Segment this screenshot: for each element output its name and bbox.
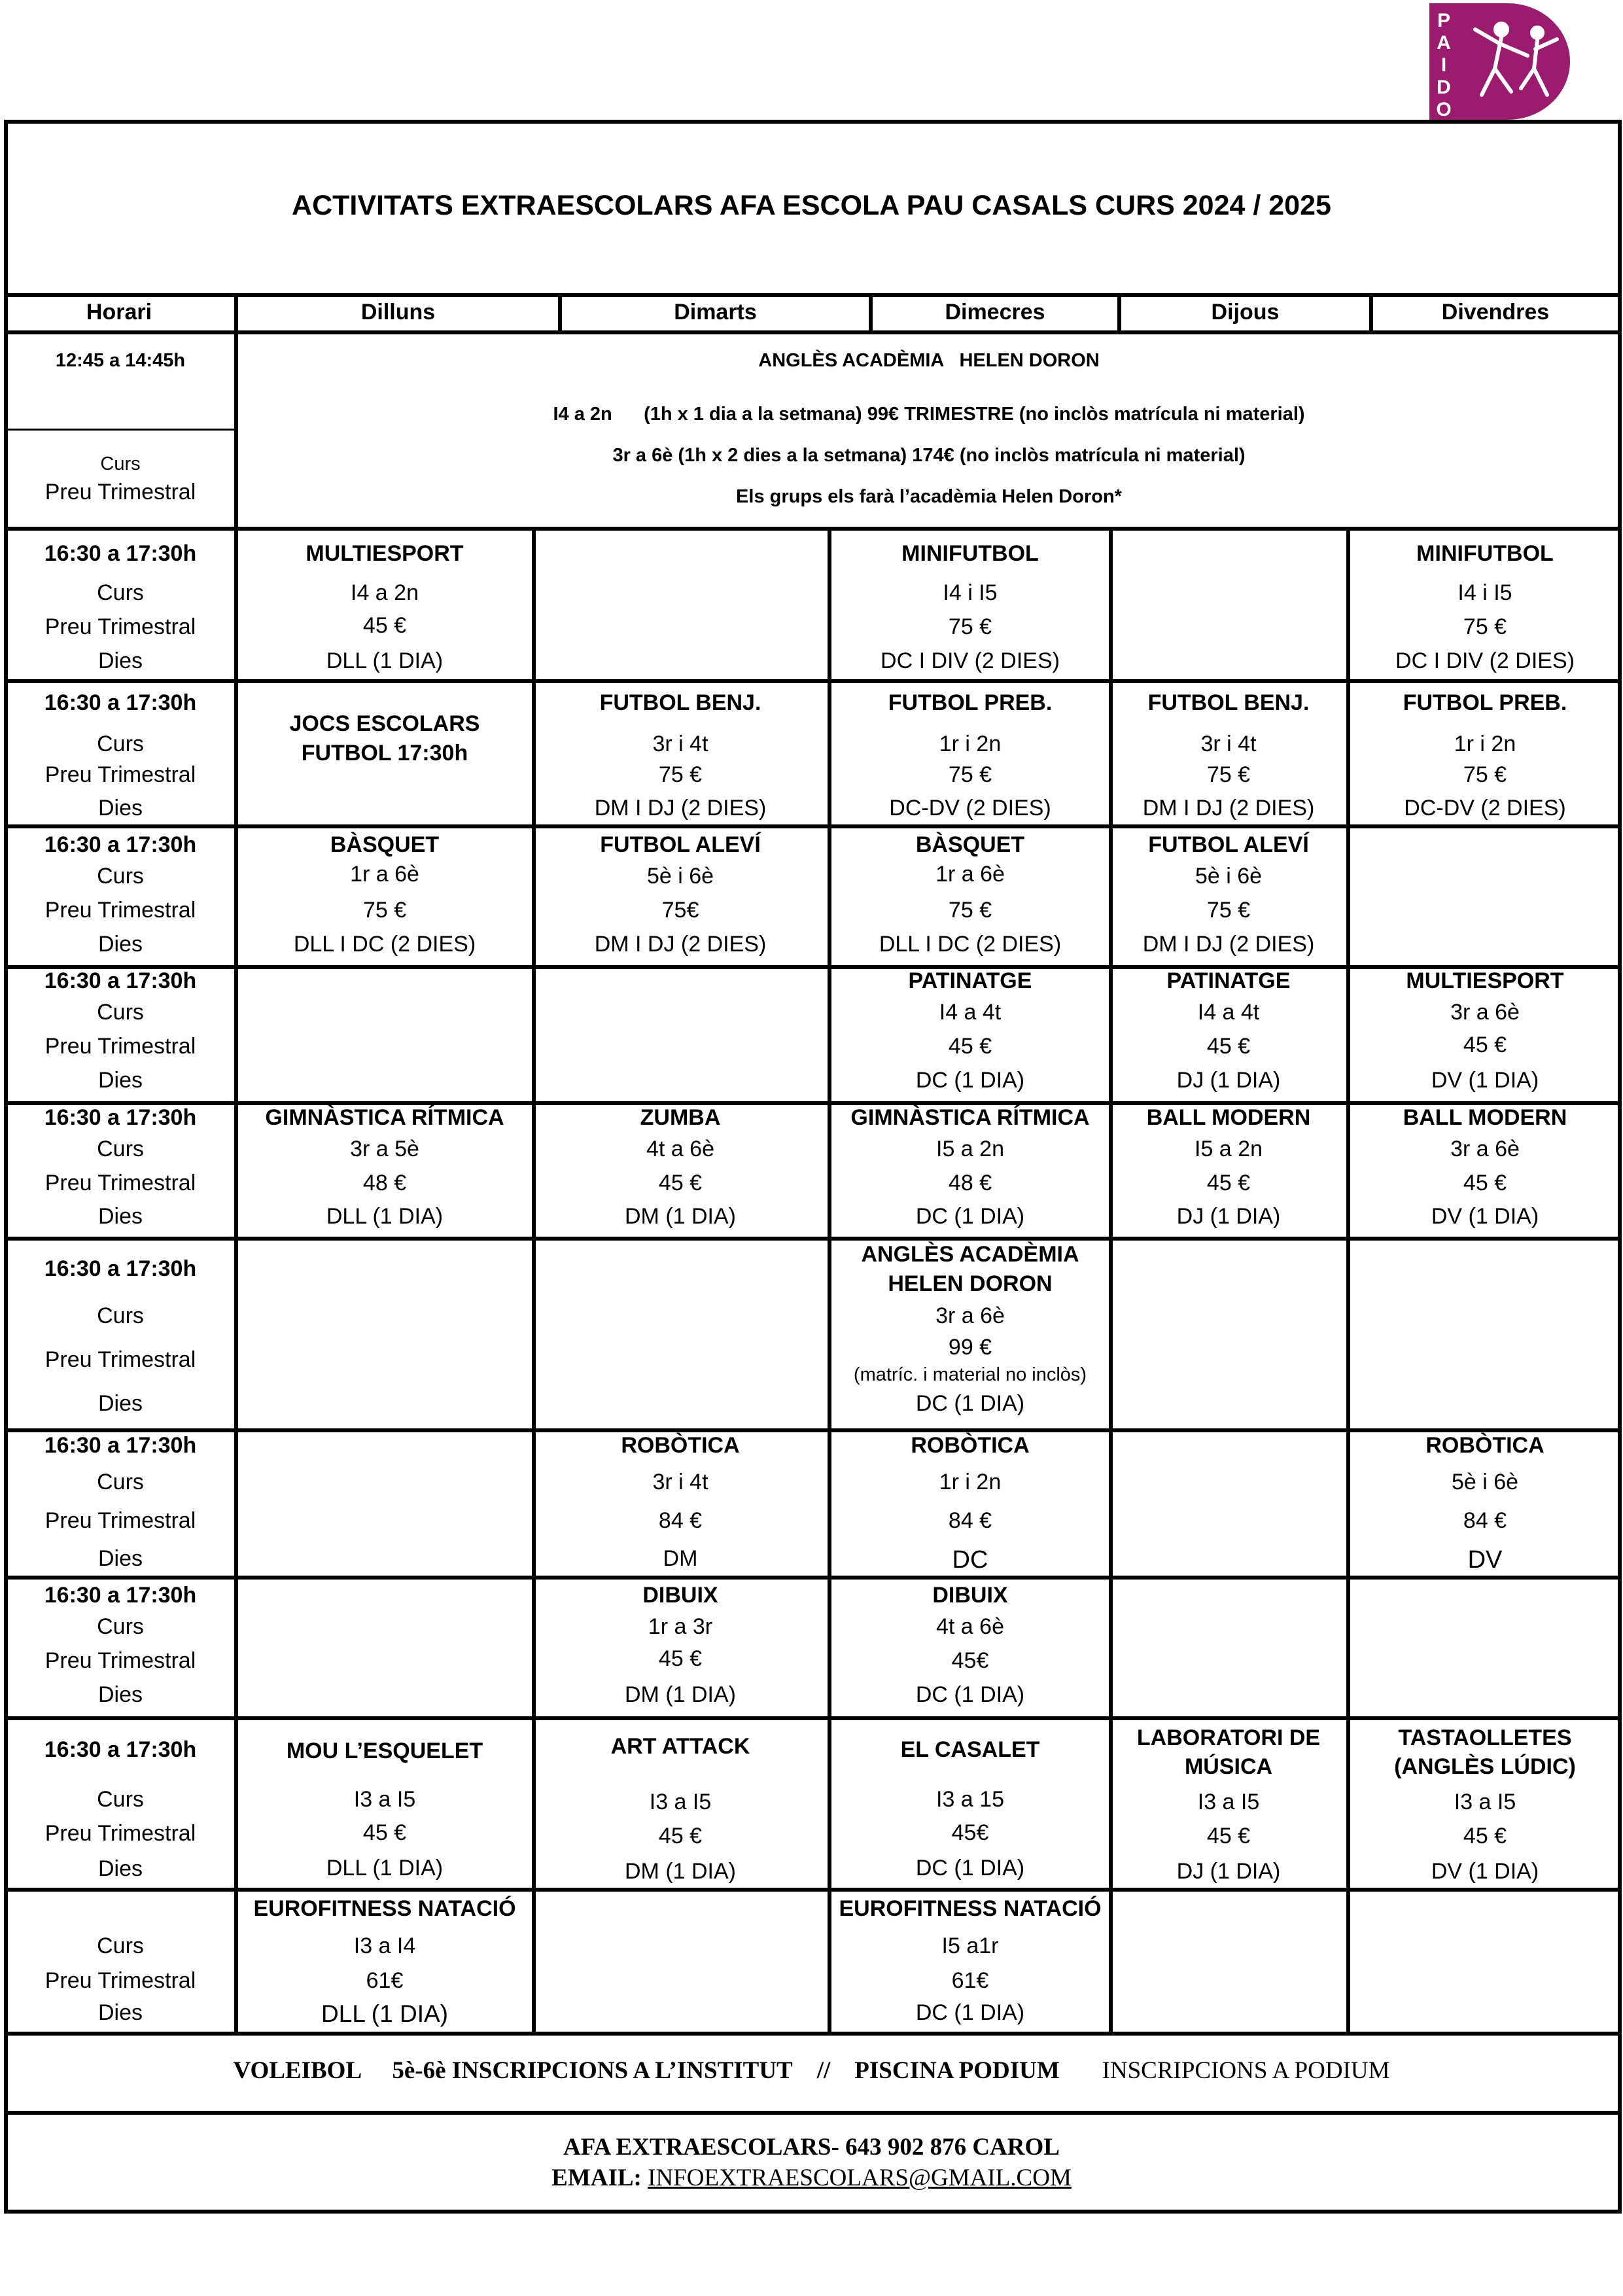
activity-dies: DV (1 DIA) <box>1431 1859 1539 1884</box>
activity-name: ROBÒTICA <box>911 1433 1030 1458</box>
footer-institut: 5è-6è INSCRIPCIONS A L’INSTITUT <box>392 2057 793 2084</box>
activity-curs: I4 i I5 <box>943 580 998 605</box>
activity-name-line1: ANGLÈS ACADÈMIA <box>861 1242 1079 1267</box>
activity-preu: 75 € <box>948 614 992 639</box>
activity-curs: 5è i 6è <box>1195 864 1263 889</box>
activity-curs: I4 a 2n <box>351 580 419 605</box>
activity-curs: 5è i 6è <box>1451 1470 1519 1494</box>
activity-curs: 3r i 4t <box>652 1470 708 1494</box>
footer-piscina: PISCINA PODIUM <box>854 2057 1060 2084</box>
activity-curs: I5 a1r <box>941 1934 999 1958</box>
activity-preu: 75 € <box>1463 762 1507 787</box>
row6-curs-label: Curs <box>97 1303 144 1328</box>
activity-name: BALL MODERN <box>1403 1105 1567 1130</box>
grid-line <box>4 293 1622 297</box>
activity-preu: 61€ <box>951 1968 989 1993</box>
grid-line <box>4 965 1622 969</box>
activity-name: FUTBOL BENJ. <box>1147 690 1310 715</box>
row9-dies-label: Dies <box>97 1856 143 1881</box>
row4-preu-label: Preu Trimestral <box>44 1034 196 1059</box>
activity-curs: I4 a 4t <box>1197 1000 1260 1025</box>
row1-curs-label: Curs <box>97 580 144 605</box>
footer-email-link[interactable]: INFOEXTRAESCOLARS@GMAIL.COM <box>648 2164 1072 2191</box>
activity-curs: 1r i 2n <box>939 732 1002 756</box>
svg-text:P: P <box>1437 10 1451 31</box>
activity-name: ROBÒTICA <box>1425 1433 1544 1458</box>
grid-line <box>4 2111 1622 2115</box>
activity-name: BÀSQUET <box>915 832 1025 857</box>
activity-name: MINIFUTBOL <box>1416 541 1554 566</box>
activity-name-line1: TASTAOLLETES <box>1398 1725 1572 1750</box>
activity-curs: I4 i I5 <box>1457 580 1512 605</box>
activity-curs: I5 a 2n <box>1195 1137 1263 1161</box>
activity-dies: DC I DIV (2 DIES) <box>881 648 1060 673</box>
activity-dies: DM (1 DIA) <box>625 1204 736 1229</box>
activity-dies: DM <box>663 1546 698 1571</box>
noon-line-2: 3r a 6è (1h x 2 dies a la setmana) 174€ (no inclòs matrícula ni material) <box>612 445 1246 466</box>
activity-dies: DC (1 DIA) <box>915 1068 1025 1093</box>
header-dimecres: Dimecres <box>945 300 1045 325</box>
grid-line <box>1346 527 1350 2032</box>
row2-curs-label: Curs <box>97 732 144 756</box>
activity-preu: 75 € <box>362 898 407 923</box>
grid-line <box>1109 527 1113 2032</box>
activity-name: DIBUIX <box>932 1583 1008 1608</box>
activity-preu: 75 € <box>1206 762 1251 787</box>
activity-name: MULTIESPORT <box>305 541 464 566</box>
footer-voleibol: VOLEIBOL <box>233 2057 362 2084</box>
row9-curs-label: Curs <box>97 1787 144 1812</box>
activity-name: MOU L’ESQUELET <box>286 1739 483 1763</box>
grid-line <box>4 1716 1622 1720</box>
activity-name: FUTBOL ALEVÍ <box>1148 832 1309 857</box>
activity-preu: 45 € <box>362 613 407 638</box>
activity-dies: DLL (1 DIA) <box>321 2000 448 2027</box>
activity-name-line2: FUTBOL 17:30h <box>301 741 468 766</box>
activity-name: PATINATGE <box>908 968 1032 993</box>
row2-preu-label: Preu Trimestral <box>44 762 196 787</box>
row5-preu-label: Preu Trimestral <box>44 1171 196 1195</box>
row4-dies-label: Dies <box>97 1068 143 1093</box>
activity-preu: 45 € <box>658 1171 703 1195</box>
activity-preu: 45 € <box>658 1824 703 1848</box>
row6-preu-label: Preu Trimestral <box>44 1347 196 1372</box>
noon-preu-label: Preu Trimestral <box>44 480 196 504</box>
activity-dies: DC (1 DIA) <box>915 1204 1025 1229</box>
activity-preu: 45€ <box>951 1820 989 1845</box>
svg-text:I: I <box>1440 54 1447 76</box>
header-divendres: Divendres <box>1441 300 1550 325</box>
activity-preu: 75€ <box>661 898 699 923</box>
row10-curs-label: Curs <box>97 1934 144 1958</box>
activity-preu: 75 € <box>1463 614 1507 639</box>
activity-preu: 45 € <box>1463 1824 1507 1848</box>
row2-time: 16:30 a 17:30h <box>44 690 197 715</box>
activity-curs: 3r a 6è <box>1450 1000 1520 1025</box>
row6-dies-label: Dies <box>97 1391 143 1416</box>
activity-preu: 45 € <box>1463 1033 1507 1057</box>
activity-name: EL CASALET <box>900 1737 1040 1762</box>
activity-name: EUROFITNESS NATACIÓ <box>839 1896 1102 1921</box>
row1-preu-label: Preu Trimestral <box>44 614 196 639</box>
footer-notes <box>0 2057 1623 2085</box>
activity-dies: DC-DV (2 DIES) <box>1404 796 1566 821</box>
row7-preu-label: Preu Trimestral <box>44 1508 196 1533</box>
activity-name-line2: MÚSICA <box>1184 1754 1273 1779</box>
row4-curs-label: Curs <box>97 1000 144 1025</box>
activity-name: FUTBOL BENJ. <box>599 690 761 715</box>
activity-preu: 45 € <box>1463 1171 1507 1195</box>
row9-time: 16:30 a 17:30h <box>44 1737 197 1762</box>
activity-name: EUROFITNESS NATACIÓ <box>253 1896 516 1921</box>
activity-preu: 75 € <box>948 898 992 923</box>
activity-preu: 84 € <box>658 1508 703 1533</box>
activity-curs: I5 a 2n <box>936 1137 1004 1161</box>
activity-preu: 84 € <box>948 1508 992 1533</box>
activity-curs: I3 a I5 <box>649 1790 712 1814</box>
activity-preu: 45 € <box>362 1820 407 1845</box>
activity-name: MULTIESPORT <box>1406 968 1564 993</box>
noon-curs-label: Curs <box>100 453 141 474</box>
activity-curs: I3 a 15 <box>936 1787 1004 1812</box>
grid-line <box>4 2032 1622 2036</box>
activity-dies: DJ (1 DIA) <box>1176 1068 1281 1093</box>
row10-preu-label: Preu Trimestral <box>44 1968 196 1993</box>
activity-dies: DC (1 DIA) <box>915 2000 1025 2025</box>
activity-dies: DC-DV (2 DIES) <box>889 796 1051 821</box>
footer-separator: // <box>816 2057 831 2084</box>
activity-dies: DLL I DC (2 DIES) <box>293 932 476 957</box>
page-title: ACTIVITATS EXTRAESCOLARS AFA ESCOLA PAU CASALS CURS 2024 / 2025 <box>292 190 1331 221</box>
row6-time: 16:30 a 17:30h <box>44 1256 197 1281</box>
row3-preu-label: Preu Trimestral <box>44 898 196 923</box>
activity-preu: 45 € <box>1206 1824 1251 1848</box>
activity-curs: 1r a 6è <box>935 862 1005 887</box>
activity-dies: DM I DJ (2 DIES) <box>594 932 767 957</box>
activity-curs: 4t a 6è <box>936 1614 1004 1639</box>
activity-curs: 5è i 6è <box>646 864 714 889</box>
grid-line <box>4 1888 1622 1892</box>
activity-name-line1: JOCS ESCOLARS <box>289 711 480 736</box>
activity-dies: DLL I DC (2 DIES) <box>879 932 1062 957</box>
row8-curs-label: Curs <box>97 1614 144 1639</box>
activity-dies: DM I DJ (2 DIES) <box>1142 932 1315 957</box>
row8-dies-label: Dies <box>97 1682 143 1707</box>
row10-dies-label: Dies <box>97 2000 143 2025</box>
activity-dies: DC I DIV (2 DIES) <box>1395 648 1575 673</box>
activity-preu: 84 € <box>1463 1508 1507 1533</box>
activity-name: FUTBOL PREB. <box>888 690 1053 715</box>
activity-dies: DV <box>1467 1546 1503 1574</box>
paido-logo <box>1429 3 1580 120</box>
activity-preu: 45 € <box>658 1646 703 1671</box>
activity-name: GIMNÀSTICA RÍTMICA <box>850 1105 1090 1130</box>
activity-curs: 1r i 2n <box>1454 732 1516 756</box>
row7-dies-label: Dies <box>97 1546 143 1571</box>
grid-line <box>4 1576 1622 1580</box>
header-dilluns: Dilluns <box>360 300 436 325</box>
activity-curs: I3 a I5 <box>1197 1790 1260 1814</box>
row1-time: 16:30 a 17:30h <box>44 541 197 566</box>
activity-dies: DM I DJ (2 DIES) <box>594 796 767 821</box>
grid-line <box>4 1428 1622 1432</box>
activity-name: ART ATTACK <box>610 1734 750 1759</box>
footer-podium: INSCRIPCIONS A PODIUM <box>1102 2057 1390 2084</box>
activity-name: MINIFUTBOL <box>901 541 1039 566</box>
activity-curs: 1r a 3r <box>648 1614 713 1639</box>
activity-curs: 3r a 5è <box>350 1137 419 1161</box>
grid-line <box>4 824 1622 828</box>
noon-line-3: Els grups els farà l’acadèmia Helen Doron* <box>736 486 1122 507</box>
grid-line <box>532 527 536 2032</box>
activity-dies: DLL (1 DIA) <box>326 1856 444 1881</box>
activity-dies: DLL (1 DIA) <box>326 1204 444 1229</box>
activity-curs: 3r a 6è <box>935 1303 1005 1328</box>
activity-preu: 45 € <box>948 1034 992 1059</box>
footer-contact: AFA EXTRAESCOLARS- 643 902 876 CAROL <box>563 2134 1060 2161</box>
activity-dies: DM (1 DIA) <box>625 1682 736 1707</box>
row3-dies-label: Dies <box>97 932 143 957</box>
activity-dies: DLL (1 DIA) <box>326 648 444 673</box>
activity-note: (matríc. i material no inclòs) <box>853 1364 1087 1385</box>
activity-dies: DM (1 DIA) <box>625 1859 736 1884</box>
activity-curs: 1r i 2n <box>939 1470 1002 1494</box>
activity-dies: DV (1 DIA) <box>1431 1068 1539 1093</box>
grid-line <box>4 1237 1622 1241</box>
activity-preu: 61€ <box>366 1968 404 1993</box>
activity-name: ZUMBA <box>640 1105 721 1130</box>
grid-line <box>234 527 238 2032</box>
row8-preu-label: Preu Trimestral <box>44 1648 196 1673</box>
activity-curs: 3r i 4t <box>1200 732 1257 756</box>
row7-curs-label: Curs <box>97 1470 144 1494</box>
activity-curs: 3r a 6è <box>1450 1137 1520 1161</box>
row2-dies-label: Dies <box>97 796 143 821</box>
activity-dies: DC <box>952 1546 988 1574</box>
noon-title: ANGLÈS ACADÈMIA HELEN DORON <box>758 350 1100 371</box>
row3-curs-label: Curs <box>97 864 144 889</box>
noon-line-1: I4 a 2n (1h x 1 dia a la setmana) 99€ TRIMESTRE (no inclòs matrícula ni material) <box>553 404 1305 425</box>
row5-curs-label: Curs <box>97 1137 144 1161</box>
grid-line <box>4 330 1622 334</box>
header-dimarts: Dimarts <box>674 300 757 325</box>
activity-preu: 45 € <box>1206 1034 1251 1059</box>
row5-time: 16:30 a 17:30h <box>44 1105 197 1130</box>
grid-line <box>828 527 831 2032</box>
activity-curs: 4t a 6è <box>646 1137 714 1161</box>
activity-name: DIBUIX <box>642 1583 718 1608</box>
grid-line <box>234 293 238 529</box>
grid-line <box>4 527 1622 531</box>
grid-line <box>4 1101 1622 1105</box>
activity-preu: 45€ <box>951 1648 989 1673</box>
activity-dies: DM I DJ (2 DIES) <box>1142 796 1315 821</box>
activity-dies: DJ (1 DIA) <box>1176 1859 1281 1884</box>
activity-preu: 75 € <box>948 762 992 787</box>
row8-time: 16:30 a 17:30h <box>44 1583 197 1608</box>
row5-dies-label: Dies <box>97 1204 143 1229</box>
activity-name: FUTBOL ALEVÍ <box>600 832 761 857</box>
footer-email-line <box>0 2164 1623 2192</box>
activity-name: GIMNÀSTICA RÍTMICA <box>265 1105 504 1130</box>
svg-text:O: O <box>1436 99 1452 120</box>
svg-text:A: A <box>1437 32 1451 54</box>
activity-preu: 45 € <box>1206 1171 1251 1195</box>
row4-time: 16:30 a 17:30h <box>44 968 197 993</box>
activity-name: ROBÒTICA <box>621 1433 740 1458</box>
activity-name-line1: LABORATORI DE <box>1136 1725 1321 1750</box>
activity-preu: 99 € <box>948 1335 992 1360</box>
activity-dies: DV (1 DIA) <box>1431 1204 1539 1229</box>
activity-dies: DC (1 DIA) <box>915 1391 1025 1416</box>
activity-preu: 75 € <box>658 762 703 787</box>
grid-line <box>4 429 236 431</box>
noon-time: 12:45 a 14:45h <box>55 350 186 371</box>
activity-preu: 48 € <box>948 1171 992 1195</box>
header-horari: Horari <box>86 300 152 325</box>
row9-preu-label: Preu Trimestral <box>44 1821 196 1846</box>
svg-text:D: D <box>1437 77 1451 98</box>
activity-curs: I3 a I4 <box>353 1934 416 1958</box>
activity-preu: 48 € <box>362 1171 407 1195</box>
activity-curs: I3 a I5 <box>353 1787 416 1812</box>
activity-curs: I4 a 4t <box>939 1000 1002 1025</box>
row1-dies-label: Dies <box>97 648 143 673</box>
row3-time: 16:30 a 17:30h <box>44 832 197 857</box>
activity-name-line2: HELEN DORON <box>888 1271 1053 1296</box>
activity-curs: 3r i 4t <box>652 732 708 756</box>
activity-curs: 1r a 6è <box>350 862 419 887</box>
activity-dies: DC (1 DIA) <box>915 1682 1025 1707</box>
footer-email-label: EMAIL: <box>551 2164 642 2191</box>
header-dijous: Dijous <box>1211 300 1280 325</box>
activity-dies: DJ (1 DIA) <box>1176 1204 1281 1229</box>
activity-name: BALL MODERN <box>1146 1105 1311 1130</box>
activity-name: PATINATGE <box>1166 968 1291 993</box>
activity-curs: I3 a I5 <box>1454 1790 1516 1814</box>
activity-preu: 75 € <box>1206 898 1251 923</box>
grid-line <box>4 679 1622 683</box>
activity-dies: DC (1 DIA) <box>915 1856 1025 1881</box>
activity-name: FUTBOL PREB. <box>1403 690 1567 715</box>
row7-time: 16:30 a 17:30h <box>44 1433 197 1458</box>
activity-name-line2: (ANGLÈS LÚDIC) <box>1394 1754 1576 1779</box>
activity-name: BÀSQUET <box>330 832 440 857</box>
schedule-frame <box>4 120 1622 2214</box>
